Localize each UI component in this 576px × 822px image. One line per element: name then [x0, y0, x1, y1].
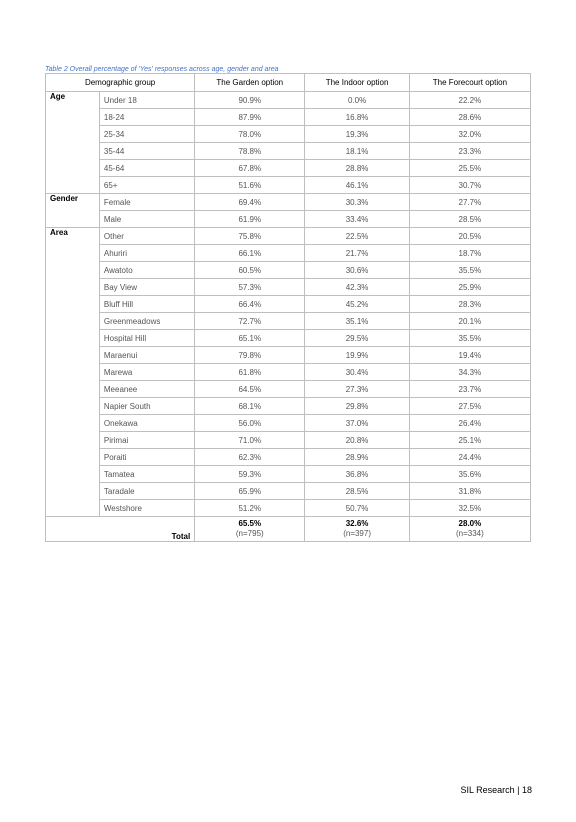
row-label: Napier South	[99, 398, 194, 415]
value-cell: 71.0%	[195, 432, 305, 449]
value-cell: 30.4%	[305, 364, 409, 381]
value-cell: 24.4%	[409, 449, 530, 466]
row-label: Onekawa	[99, 415, 194, 432]
value-cell: 72.7%	[195, 313, 305, 330]
table-row	[46, 194, 531, 211]
value-cell: 28.5%	[305, 483, 409, 500]
value-cell: 22.2%	[409, 92, 530, 109]
value-cell: 25.1%	[409, 432, 530, 449]
value-cell: 32.0%	[409, 126, 530, 143]
value-cell: 28.3%	[409, 296, 530, 313]
value-cell: 42.3%	[305, 279, 409, 296]
group-label: Area	[46, 228, 100, 517]
value-cell: 68.1%	[195, 398, 305, 415]
value-cell: 78.0%	[195, 126, 305, 143]
value-cell: 22.5%	[305, 228, 409, 245]
value-cell: 69.4%	[195, 194, 305, 211]
value-cell: 34.3%	[409, 364, 530, 381]
table-row	[46, 432, 531, 449]
value-cell: 64.5%	[195, 381, 305, 398]
value-cell: 27.7%	[409, 194, 530, 211]
results-table	[45, 73, 531, 542]
value-cell: 61.8%	[195, 364, 305, 381]
table-row	[46, 415, 531, 432]
value-cell: 75.8%	[195, 228, 305, 245]
header-row	[46, 74, 531, 92]
value-cell: 30.3%	[305, 194, 409, 211]
row-label: Under 18	[99, 92, 194, 109]
table-row	[46, 483, 531, 500]
value-cell: 65.9%	[195, 483, 305, 500]
row-label: Pirimai	[99, 432, 194, 449]
page-footer: SIL Research | 18	[460, 785, 532, 795]
value-cell: 18.7%	[409, 245, 530, 262]
row-label: Tamatea	[99, 466, 194, 483]
row-label: 35-44	[99, 143, 194, 160]
header-garden-option: The Garden option	[195, 74, 305, 92]
total-count: (n=795)	[235, 529, 264, 538]
value-cell: 60.5%	[195, 262, 305, 279]
row-label: Meeanee	[99, 381, 194, 398]
total-cell	[195, 517, 305, 542]
value-cell: 46.1%	[305, 177, 409, 194]
value-cell: 29.8%	[305, 398, 409, 415]
value-cell: 87.9%	[195, 109, 305, 126]
row-label: Awatoto	[99, 262, 194, 279]
value-cell: 23.7%	[409, 381, 530, 398]
value-cell: 25.9%	[409, 279, 530, 296]
row-label: Greenmeadows	[99, 313, 194, 330]
header-indoor-option: The Indoor option	[305, 74, 409, 92]
value-cell: 90.9%	[195, 92, 305, 109]
value-cell: 28.9%	[305, 449, 409, 466]
row-label: Ahuriri	[99, 245, 194, 262]
table-row	[46, 279, 531, 296]
row-label: Taradale	[99, 483, 194, 500]
row-label: Bay View	[99, 279, 194, 296]
value-cell: 30.6%	[305, 262, 409, 279]
row-label: Bluff Hill	[99, 296, 194, 313]
value-cell: 79.8%	[195, 347, 305, 364]
value-cell: 51.6%	[195, 177, 305, 194]
table-row	[46, 398, 531, 415]
table-row	[46, 262, 531, 279]
header-forecourt-option: The Forecourt option	[409, 74, 530, 92]
value-cell: 45.2%	[305, 296, 409, 313]
table-row	[46, 245, 531, 262]
value-cell: 59.3%	[195, 466, 305, 483]
total-percentage: 32.6%	[345, 519, 369, 528]
value-cell: 78.8%	[195, 143, 305, 160]
total-cell	[409, 517, 530, 542]
value-cell: 23.3%	[409, 143, 530, 160]
value-cell: 31.8%	[409, 483, 530, 500]
value-cell: 21.7%	[305, 245, 409, 262]
value-cell: 57.3%	[195, 279, 305, 296]
table-row	[46, 330, 531, 347]
value-cell: 30.7%	[409, 177, 530, 194]
table-row	[46, 381, 531, 398]
value-cell: 20.1%	[409, 313, 530, 330]
value-cell: 0.0%	[305, 92, 409, 109]
value-cell: 29.5%	[305, 330, 409, 347]
value-cell: 20.8%	[305, 432, 409, 449]
total-count: (n=334)	[455, 529, 484, 538]
total-count: (n=397)	[343, 529, 371, 538]
group-label: Age	[46, 92, 100, 194]
value-cell: 26.4%	[409, 415, 530, 432]
row-label: Female	[99, 194, 194, 211]
value-cell: 65.1%	[195, 330, 305, 347]
value-cell: 20.5%	[409, 228, 530, 245]
value-cell: 19.4%	[409, 347, 530, 364]
value-cell: 19.9%	[305, 347, 409, 364]
value-cell: 35.5%	[409, 330, 530, 347]
value-cell: 35.1%	[305, 313, 409, 330]
value-cell: 61.9%	[195, 211, 305, 228]
table-row	[46, 364, 531, 381]
value-cell: 19.3%	[305, 126, 409, 143]
value-cell: 66.1%	[195, 245, 305, 262]
value-cell: 67.8%	[195, 160, 305, 177]
value-cell: 16.8%	[305, 109, 409, 126]
table-row	[46, 449, 531, 466]
total-cell	[305, 517, 409, 542]
table-row	[46, 466, 531, 483]
total-percentage: 65.5%	[238, 519, 262, 528]
value-cell: 28.6%	[409, 109, 530, 126]
table-row	[46, 92, 531, 109]
value-cell: 25.5%	[409, 160, 530, 177]
table-row	[46, 296, 531, 313]
value-cell: 28.5%	[409, 211, 530, 228]
header-demographic-group: Demographic group	[46, 74, 195, 92]
value-cell: 27.5%	[409, 398, 530, 415]
group-label: Gender	[46, 194, 100, 228]
row-label: 45-64	[99, 160, 194, 177]
table-row	[46, 313, 531, 330]
value-cell: 50.7%	[305, 500, 409, 517]
row-label: 25-34	[99, 126, 194, 143]
row-label: Westshore	[99, 500, 194, 517]
value-cell: 37.0%	[305, 415, 409, 432]
value-cell: 32.5%	[409, 500, 530, 517]
table-row	[46, 500, 531, 517]
total-percentage: 28.0%	[458, 519, 482, 528]
value-cell: 18.1%	[305, 143, 409, 160]
value-cell: 35.6%	[409, 466, 530, 483]
total-label: Total	[46, 517, 195, 542]
row-label: Male	[99, 211, 194, 228]
table-row	[46, 177, 531, 194]
table-row	[46, 228, 531, 245]
row-label: Maraenui	[99, 347, 194, 364]
table-caption: Table 2 Overall percentage of 'Yes' responses across age, gender and area	[45, 66, 279, 73]
table-row	[46, 211, 531, 228]
table-row	[46, 347, 531, 364]
row-label: 18-24	[99, 109, 194, 126]
value-cell: 62.3%	[195, 449, 305, 466]
value-cell: 66.4%	[195, 296, 305, 313]
table-row	[46, 126, 531, 143]
value-cell: 28.8%	[305, 160, 409, 177]
row-label: Other	[99, 228, 194, 245]
table-body	[46, 92, 531, 542]
value-cell: 36.8%	[305, 466, 409, 483]
row-label: Hospital Hill	[99, 330, 194, 347]
table-row	[46, 160, 531, 177]
value-cell: 33.4%	[305, 211, 409, 228]
value-cell: 51.2%	[195, 500, 305, 517]
value-cell: 27.3%	[305, 381, 409, 398]
table-row	[46, 143, 531, 160]
value-cell: 35.5%	[409, 262, 530, 279]
row-label: Poraiti	[99, 449, 194, 466]
table-row	[46, 109, 531, 126]
row-label: Marewa	[99, 364, 194, 381]
value-cell: 56.0%	[195, 415, 305, 432]
row-label: 65+	[99, 177, 194, 194]
total-row	[46, 517, 531, 542]
